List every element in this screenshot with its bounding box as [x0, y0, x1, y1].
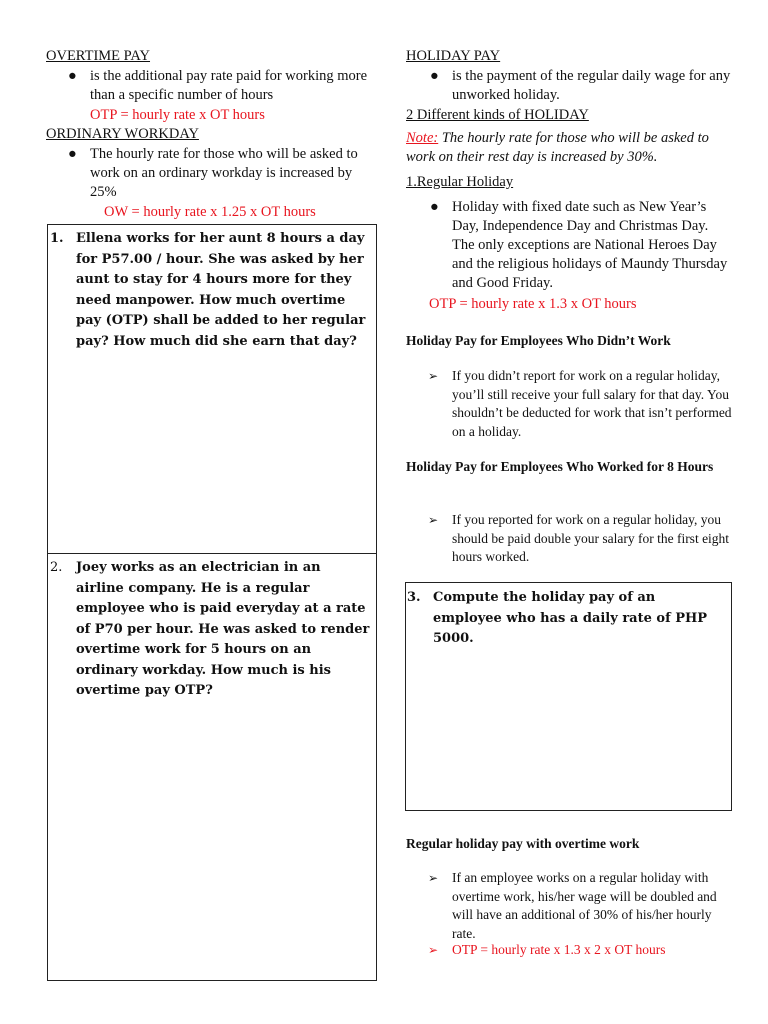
problem-3-number: 3. — [407, 590, 421, 605]
problem-1-text: Ellena works for her aunt 8 hours a day for P57.00 / hour. She was asked by her aunt to stay for 4 hours more for they need manpower. How much overtime pay (OTP) shall be added to her regular pay? How much did she earn that day? — [76, 231, 366, 349]
arrow-bullet-icon: ➢ — [428, 369, 439, 383]
holiday-pay-definition-text: is the payment of the regular daily wage for any unworked holiday. — [452, 68, 731, 103]
regular-holiday-definition — [430, 198, 732, 293]
problem-3 — [407, 588, 725, 650]
overtime-work-heading: Regular holiday pay with overtime work — [406, 836, 640, 851]
overtime-pay-definition-text: is the additional pay rate paid for working more than a specific number of hours — [90, 68, 368, 103]
ordinary-workday-formula: OW = hourly rate x 1.25 x OT hours — [104, 204, 316, 220]
holiday-kinds-heading: 2 Different kinds of HOLIDAY — [406, 107, 589, 123]
problem-1 — [50, 229, 370, 352]
arrow-bullet-icon: ➢ — [428, 513, 439, 527]
worked-8-hours-item — [428, 511, 734, 567]
didnt-work-item — [428, 367, 734, 441]
note-text: The hourly rate for those who will be asked to work on their rest day is increased by 30%. — [406, 130, 709, 165]
overtime-work-item-text: If an employee works on a regular holiday with overtime work, his/her wage will be doubled and will have an additional of 30% of his/her hourly rate. — [452, 870, 717, 941]
overtime-work-formula — [428, 941, 734, 960]
holiday-pay-definition — [430, 67, 732, 105]
didnt-work-item-text: If you didn’t report for work on a regular holiday, you’ll still receive your full salary for that day. You shouldn’t be deducted for work that isn’t performed on a holiday. — [452, 368, 732, 439]
bullet-dot-icon: ● — [430, 199, 439, 215]
regular-holiday-definition-text: Holiday with fixed date such as New Year’s Day, Independence Day and Christmas Day. The only exceptions are National Heroes Day and the religious holidays of Maundy Thursday and Good Friday. — [452, 199, 728, 291]
bullet-dot-icon: ● — [430, 68, 439, 84]
problem-3-text: Compute the holiday pay of an employee who has a daily rate of PHP 5000. — [433, 590, 708, 646]
bullet-dot-icon: ● — [68, 68, 77, 84]
overtime-pay-formula: OTP = hourly rate x OT hours — [90, 107, 265, 123]
overtime-pay-heading: OVERTIME PAY — [46, 48, 151, 64]
regular-holiday-formula: OTP = hourly rate x 1.3 x OT hours — [429, 296, 637, 312]
holiday-pay-heading: HOLIDAY PAY — [406, 48, 501, 64]
overtime-pay-definition — [68, 67, 368, 105]
regular-holiday-heading: 1.Regular Holiday — [406, 174, 514, 190]
overtime-work-formula-text: OTP = hourly rate x 1.3 x 2 x OT hours — [452, 942, 666, 957]
ordinary-workday-heading: ORDINARY WORKDAY — [46, 126, 199, 142]
problem-2-text: Joey works as an electrician in an airline company. He is a regular employee who is paid everyday at a rate of P70 per hour. He was asked to render overtime work for 5 hours on an ordinary workday. How much is his overtime pay OTP? — [76, 560, 370, 698]
worked-8-hours-heading: Holiday Pay for Employees Who Worked for 8 Hours — [406, 459, 714, 474]
worked-8-hours-item-text: If you reported for work on a regular holiday, you should be paid double your salary for the first eight hours worked. — [452, 512, 730, 564]
arrow-bullet-icon: ➢ — [428, 871, 439, 885]
ordinary-workday-definition — [68, 145, 375, 202]
note-label: Note: — [406, 130, 439, 146]
rest-day-note — [406, 129, 732, 167]
ordinary-workday-definition-text: The hourly rate for those who will be asked to work on an ordinary workday is increased by 25% — [90, 146, 358, 200]
bullet-dot-icon: ● — [68, 146, 77, 162]
didnt-work-heading: Holiday Pay for Employees Who Didn’t Work — [406, 333, 671, 348]
problem-1-number: 1. — [50, 231, 64, 246]
problem-2 — [50, 558, 372, 702]
overtime-work-item — [428, 869, 734, 943]
arrow-bullet-icon: ➢ — [428, 943, 439, 957]
problem-2-number: 2. — [50, 560, 63, 575]
